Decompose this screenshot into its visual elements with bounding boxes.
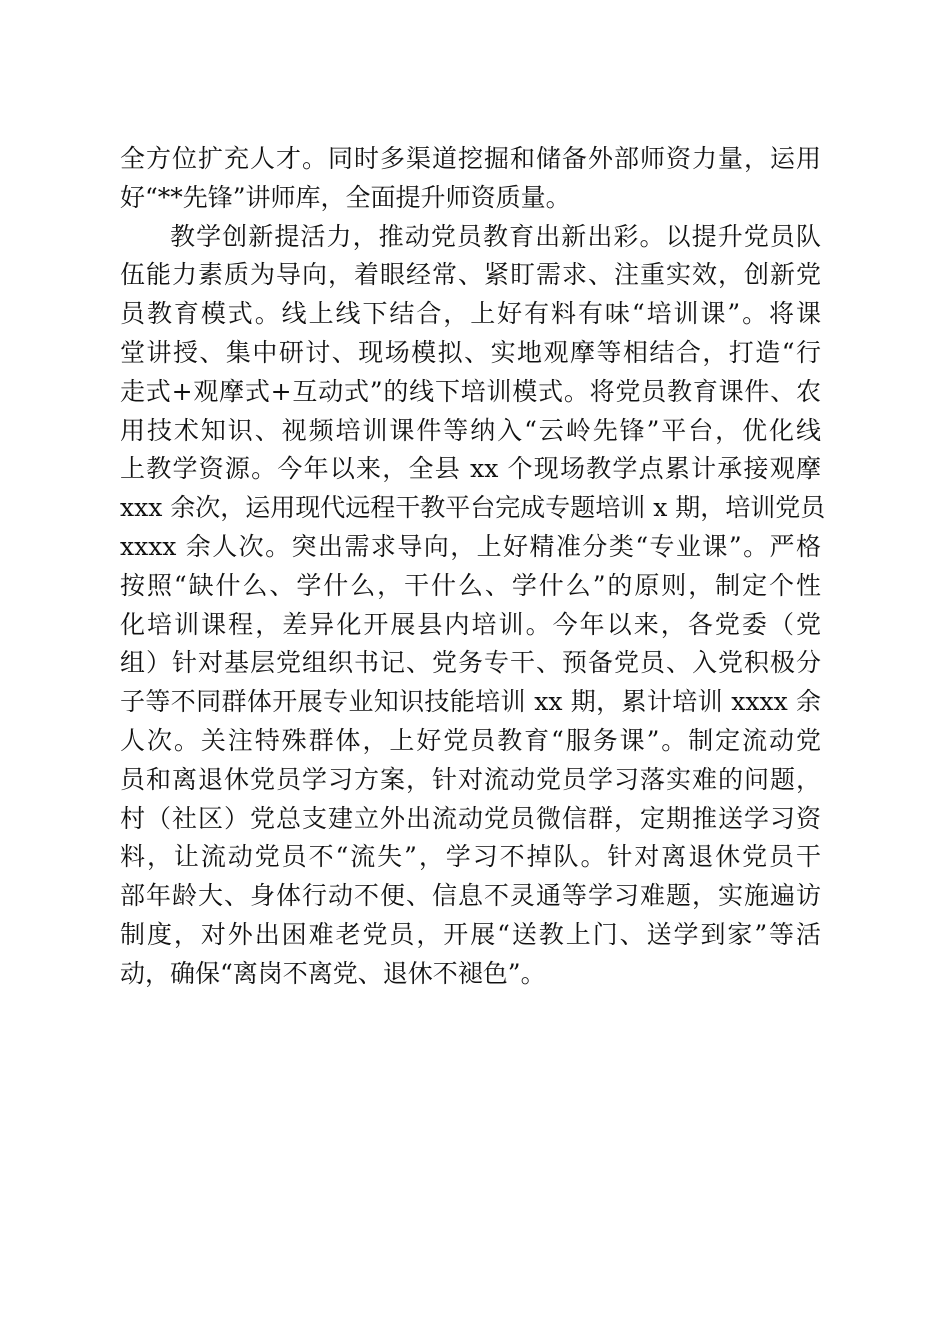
text-line: 按照“缺什么、学什么，干什么、学什么”的原则，制定个性: [120, 570, 821, 600]
text-line: 教学创新提活力，推动党员教育出新出彩。以提升党员队: [170, 221, 821, 251]
text-line: 堂讲授、集中研讨、现场模拟、实地观摩等相结合，打造“行: [120, 337, 821, 367]
text-line: 好“**先锋”讲师库，全面提升师资质量。: [120, 182, 571, 212]
text-line: 子等不同群体开展专业知识技能培训 xx 期，累计培训 xxxx 余: [120, 687, 821, 717]
text-line: 组）针对基层党组织书记、党务专干、预备党员、入党积极分: [120, 648, 821, 678]
text-line: 员和离退休党员学习方案，针对流动党员学习落实难的问题，: [120, 764, 821, 794]
text-line: 人次。关注特殊群体，上好党员教育“服务课”。制定流动党: [120, 725, 821, 755]
text-line: 伍能力素质为导向，着眼经常、紧盯需求、注重实效，创新党: [120, 260, 821, 290]
text-line: 全方位扩充人才。同时多渠道挖掘和储备外部师资力量，运用: [120, 144, 821, 173]
text-line: 动，确保“离岗不离党、退休不褪色”。: [120, 958, 546, 988]
text-line: 料，让流动党员不“流失”，学习不掉队。针对离退休党员干: [120, 842, 821, 872]
text-line: 上教学资源。今年以来，全县 xx 个现场教学点累计承接观摩: [120, 454, 821, 484]
text-line: 部年龄大、身体行动不便、信息不灵通等学习难题，实施遍访: [120, 881, 821, 911]
text-line: xxxx 余人次。突出需求导向，上好精准分类“专业课”。严格: [120, 531, 821, 561]
text-line: 员教育模式。线上线下结合，上好有料有味“培训课”。将课: [120, 299, 821, 329]
text-line: 化培训课程，差异化开展县内培训。今年以来，各党委（党: [120, 609, 821, 639]
text-line: xxx 余次，运用现代远程干教平台完成专题培训 x 期，培训党员: [120, 493, 826, 523]
text-line: 走式+观摩式+互动式”的线下培训模式。将党员教育课件、农: [120, 376, 821, 406]
text-line: 制度，对外出困难老党员，开展“送教上门、送学到家”等活: [120, 919, 821, 949]
body-text: [120, 140, 826, 994]
text-line: 村（社区）党总支建立外出流动党员微信群，定期推送学习资: [120, 803, 821, 833]
text-line: 用技术知识、视频培训课件等纳入“云岭先锋”平台，优化线: [120, 415, 821, 445]
